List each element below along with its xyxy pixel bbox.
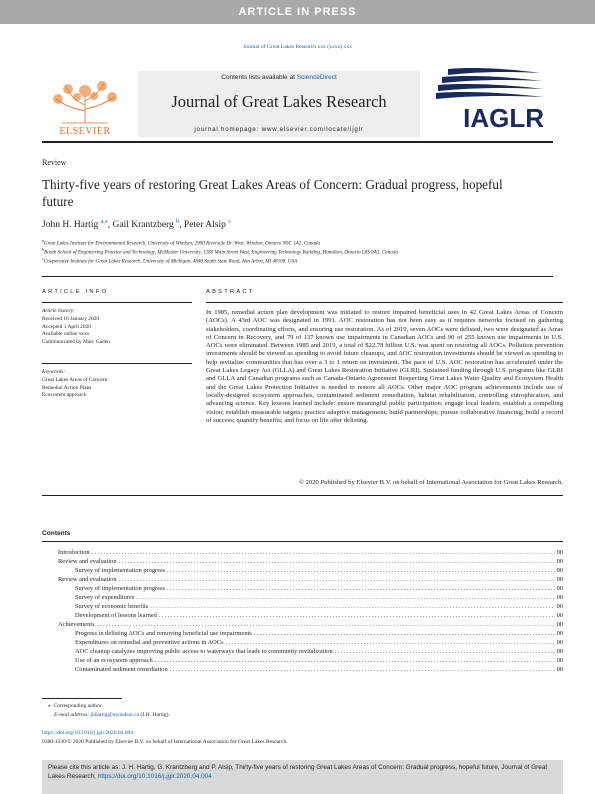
toc-entry-title: Progress in delisting AOCs and removing beneficial use impairments bbox=[75, 630, 252, 637]
contents-rule bbox=[42, 541, 563, 542]
abstract-rule bbox=[206, 302, 563, 303]
toc-leader-dots bbox=[92, 548, 555, 557]
abstract-copyright: © 2020 Published by Elsevier B.V. on behalf of International Association for Great Lakes Research. bbox=[299, 479, 563, 486]
toc-page-number: 00 bbox=[556, 603, 563, 610]
toc-entry-title: Survey of implementation progress bbox=[75, 567, 165, 574]
toc-entry-title: Survey of economic benefits bbox=[75, 603, 149, 610]
toc-leader-dots bbox=[254, 629, 555, 638]
toc-entry-title: Achievements bbox=[58, 621, 95, 628]
keyword: Remedial Action Plans bbox=[42, 384, 92, 391]
article-title: Thirty-five years of restoring Great Lakes Areas of Concern: Gradual progress, hopeful future bbox=[42, 177, 503, 209]
toc-leader-dots bbox=[167, 584, 555, 593]
toc-page-number: 00 bbox=[556, 666, 563, 673]
journal-title: Journal of Great Lakes Research bbox=[171, 92, 387, 111]
toc-entry[interactable] bbox=[58, 620, 563, 629]
toc-entry-title: Survey of implementation progress bbox=[75, 585, 165, 592]
toc-page-number: 00 bbox=[556, 567, 563, 574]
author-name[interactable]: John H. Hartig bbox=[42, 220, 99, 231]
toc-leader-dots bbox=[167, 566, 555, 575]
abstract-heading: ABSTRACT bbox=[206, 289, 255, 295]
toc-entry[interactable] bbox=[58, 566, 563, 575]
toc-leader-dots bbox=[119, 575, 555, 584]
keyword: Great Lakes Areas of Concern bbox=[42, 376, 108, 383]
toc-entry-title: AOC cleanup catalyzes improving public access to waterways that leads to community revitalization bbox=[75, 648, 333, 655]
author-affil-marker[interactable]: c bbox=[228, 219, 231, 225]
toc-entry[interactable] bbox=[58, 593, 563, 602]
author-affil-marker[interactable]: a,⁎ bbox=[100, 219, 108, 225]
elsevier-wordmark: ELSEVIER bbox=[59, 126, 111, 137]
toc-entry[interactable] bbox=[58, 647, 563, 656]
corresponding-note: ⁎ Corresponding author. bbox=[48, 703, 103, 709]
author-affil-marker[interactable]: b bbox=[176, 219, 180, 225]
abstract-bottom-rule bbox=[42, 495, 563, 496]
article-info-heading: ARTICLE INFO bbox=[42, 289, 109, 295]
toc-entry[interactable] bbox=[58, 548, 563, 557]
toc-page-number: 00 bbox=[556, 585, 563, 592]
toc-entry-title: Contaminated sediment remediation bbox=[75, 666, 168, 673]
article-in-press-banner: ARTICLE IN PRESS bbox=[0, 0, 595, 24]
author-name[interactable]: Peter Alsip bbox=[183, 220, 226, 231]
toc-entry[interactable] bbox=[58, 611, 563, 620]
toc-page-number: 00 bbox=[556, 630, 563, 637]
keyword: Ecosystem approach bbox=[42, 392, 87, 399]
toc-entry[interactable] bbox=[58, 602, 563, 611]
toc-page-number: 00 bbox=[556, 576, 563, 583]
toc-page-number: 00 bbox=[556, 639, 563, 646]
citation-doi-link[interactable]: https://doi.org/10.1016/j.jglr.2020.04.004 bbox=[97, 773, 212, 780]
article-history: Article history: Received 16 January 2020 Accepted 1 April 2020 Available online xxxx Communicated by Marc Gaden bbox=[42, 308, 110, 346]
toc-leader-dots bbox=[335, 647, 555, 656]
toc-entry[interactable] bbox=[58, 575, 563, 584]
toc-leader-dots bbox=[136, 593, 554, 602]
citation-text: Please cite this article as: J. H. Hartig, G. Krantzberg and P. Alsip, Thirty-five years of restoring Great Lakes Areas of Concern: Gradual progress, hopeful future, Journal of Great Lakes Research, https://doi.org/10.1016/j.jglr.2020.04.004 bbox=[48, 764, 548, 780]
toc-entry-title: Review and evaluation bbox=[58, 576, 117, 583]
toc-entry[interactable] bbox=[58, 557, 563, 566]
iaglr-wordmark: IAGLR bbox=[463, 103, 544, 133]
toc-page-number: 00 bbox=[556, 648, 563, 655]
toc-page-number: 00 bbox=[556, 621, 563, 628]
doi-link[interactable]: https://doi.org/10.1016/j.jglr.2020.04.004 bbox=[42, 730, 133, 736]
toc-page-number: 00 bbox=[556, 657, 563, 664]
masthead-rule bbox=[42, 141, 553, 143]
toc-entry-title: Expenditures on remedial and preventive actions in AOCs bbox=[75, 639, 224, 646]
toc-leader-dots bbox=[119, 557, 555, 566]
issn-line: 0380-1330/© 2020 Published by Elsevier B.V. on behalf of International Association for Great Lakes Research. bbox=[42, 739, 288, 745]
keywords-block: Keywords: Great Lakes Areas of Concern Remedial Action Plans Ecosystem approach bbox=[42, 369, 192, 400]
keywords-rule bbox=[42, 363, 192, 364]
abstract-text: In 1985, remedial action plan development was initiated to restore impaired beneficial uses in 42 Great Lakes Areas of Concern (AOCs). A 43rd AOC was designated in 1991. AOC restoration has not been easy as it requires networks focused on gathering stakeholders, coordinating efforts, and ensuring use restoration. As of 2019, seven AOCs were delisted, two were designated as Areas of Concern in Recovery, and 79 of 137 known use impairments in Canadian AOCs and 90 of 255 known use impairments in U.S. AOCs were eliminated. Between 1985 and 2019, a total of $22.78 billion U.S. was spent on restoring all AOCs. Pollution prevention investments should be viewed as spending to avoid future cleanups, and AOC restoration investments should be viewed as spending to help revitalize communities that has over a 3 to 1 return on investment. The pace of U.S. AOC restoration has accelerated under the Great Lakes Legacy Act (GLLA) and Great Lakes Restoration Initiative (GLRI). Sustained funding through U.S. programs like GLRI and GLLA and Canadian programs such as Canada-Ontario Agreement Respecting Great Lakes Water Quality and Ecosystem Health and the Great Lakes Protection Initiative is needed to restore all AOCs. Other major AOC program achievements include use of locally-designed ecosystem approaches, contaminated sediment remediation, habitat rehabilitation, controlling eutrophication, and advancing science. Key lessons learned include: ensure meaningful public participation; engage local leaders; establish a compelling vision; establish measurable targets; practice adaptive management; build partnerships; pursue collaborative financing; build a record of success; quantify benefits; and focus on life after delisting. bbox=[206, 309, 563, 424]
toc-leader-dots bbox=[97, 620, 555, 629]
author-name[interactable]: Gail Krantzberg bbox=[112, 220, 174, 231]
contents-available-line: Contents lists available at ScienceDirect bbox=[221, 74, 337, 81]
toc-entry-title: Review and evaluation bbox=[58, 558, 117, 565]
toc-entry-title: Survey of expenditures bbox=[75, 594, 135, 601]
footnote-rule bbox=[42, 698, 122, 699]
toc-leader-dots bbox=[155, 656, 555, 665]
toc-page-number: 00 bbox=[556, 549, 563, 556]
toc-entry[interactable] bbox=[58, 638, 563, 647]
header-rule bbox=[42, 276, 553, 277]
toc-entry[interactable] bbox=[58, 665, 563, 674]
iaglr-logo bbox=[412, 65, 552, 137]
article-info-rule bbox=[42, 302, 192, 303]
toc-entry-title: Use of an ecosystem approach bbox=[75, 657, 153, 664]
email-note: E-mail address: jhhartig@uwindsor.ca (J.H. Hartig). bbox=[54, 712, 170, 718]
toc-page-number: 00 bbox=[556, 558, 563, 565]
affiliation: $^c$Cooperative Institute for Great Lakes Research, University of Michigan, 4840 South State Road, Ann Arbor, MI 48108, USA bbox=[42, 256, 298, 265]
toc-entry[interactable] bbox=[58, 629, 563, 638]
toc-page-number: 00 bbox=[556, 594, 563, 601]
toc-entry-title: Introduction bbox=[58, 549, 90, 556]
journal-reference[interactable]: Journal of Great Lakes Research xxx (xxxx) xxx bbox=[243, 44, 352, 50]
toc-entry-title: Development of lessons learned bbox=[75, 612, 157, 619]
affiliation: $^a$Great Lakes Institute for Environmental Research, University of Windsor, 2900 Riverside Dr. West, Windsor, Ontario N9C 1A2, Canada bbox=[42, 238, 321, 247]
toc-leader-dots bbox=[226, 638, 555, 647]
toc-entry[interactable] bbox=[58, 656, 563, 665]
affiliation: $^b$Booth School of Engineering Practice and Technology, McMaster University, 1280 Main Street West, Engineering Technology Building, Hamilton, Ontario L8S 0A3, Canada bbox=[42, 247, 398, 256]
email-link[interactable]: jhhartig@uwindsor.ca bbox=[90, 712, 140, 718]
author-list: John H. Hartig $^{a,⁎}$, Gail Krantzberg $^b$, Peter Alsip $^c$ bbox=[42, 219, 231, 231]
article-type: Review bbox=[42, 158, 67, 167]
journal-homepage[interactable]: journal homepage: www.elsevier.com/locate/ijglr bbox=[194, 126, 364, 133]
toc-entry[interactable] bbox=[58, 584, 563, 593]
toc-leader-dots bbox=[159, 611, 555, 620]
toc-leader-dots bbox=[150, 602, 554, 611]
toc-page-number: 00 bbox=[556, 612, 563, 619]
toc-leader-dots bbox=[170, 665, 555, 674]
sciencedirect-link[interactable]: ScienceDirect bbox=[296, 74, 337, 81]
contents-heading: Contents bbox=[42, 530, 71, 537]
